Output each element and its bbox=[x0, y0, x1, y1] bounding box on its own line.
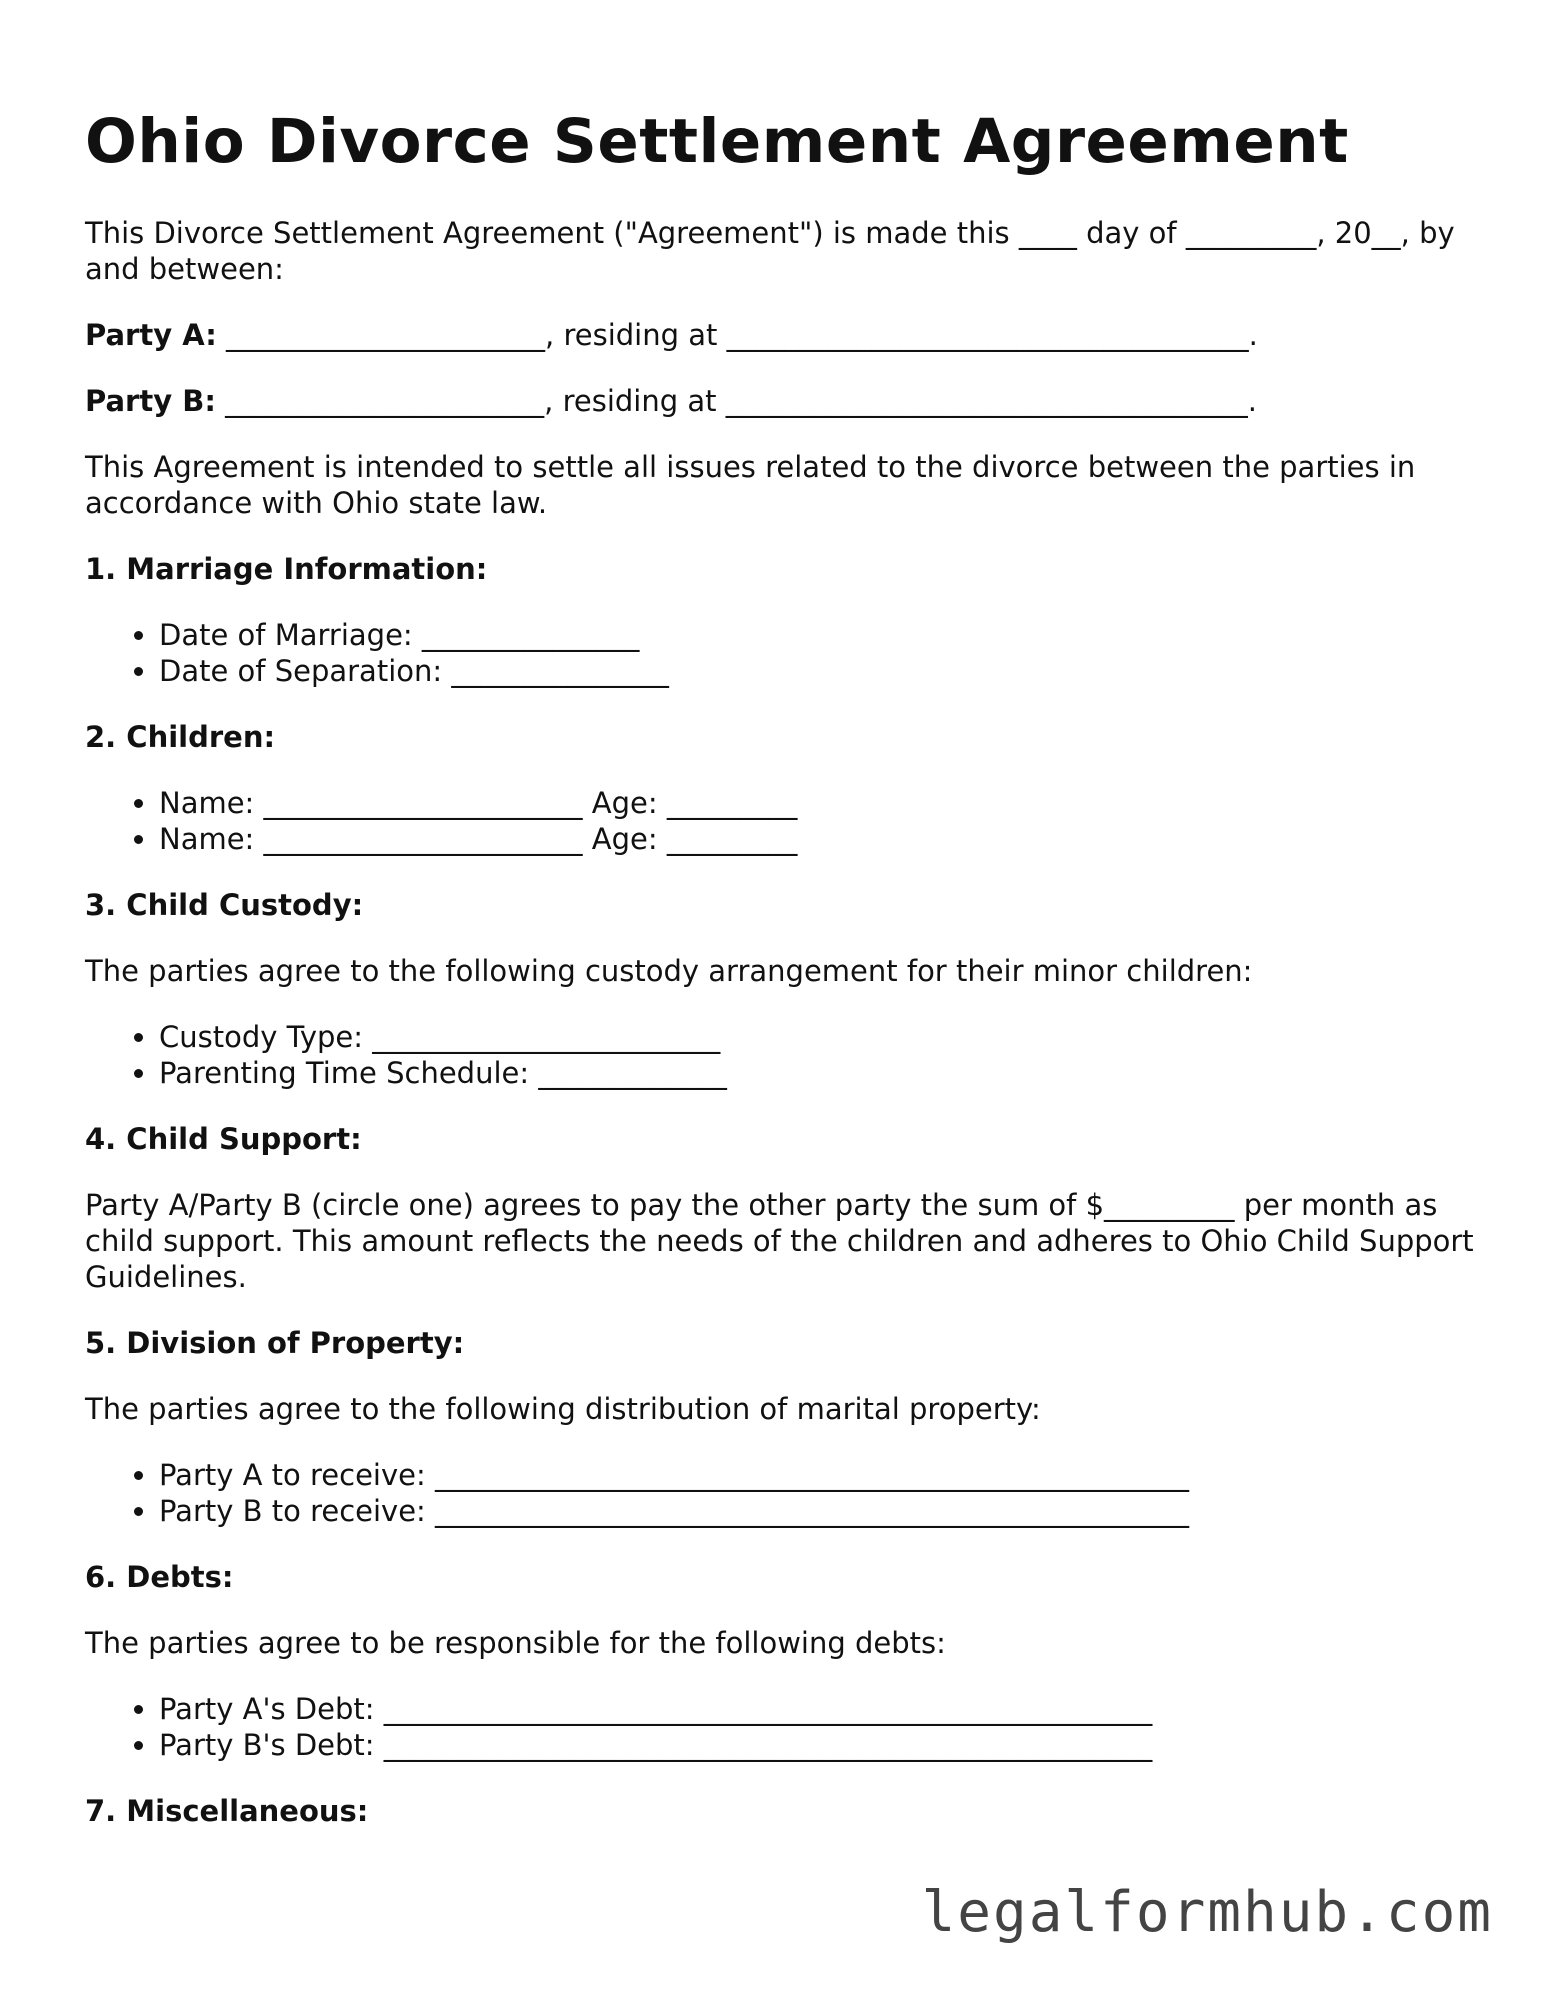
section-property-heading: 5. Division of Property: bbox=[85, 1326, 465, 1361]
section-misc-heading: 7. Miscellaneous: bbox=[85, 1794, 369, 1829]
list-item: • Parenting Time Schedule: _____________ bbox=[159, 1055, 1475, 1091]
list-item: • Party B to receive: ____________________________________________________ bbox=[159, 1493, 1475, 1529]
list-item: • Party A's Debt: _____________________________________________________ bbox=[159, 1691, 1475, 1727]
section-support-heading: 4. Child Support: bbox=[85, 1122, 362, 1157]
custody-paragraph: The parties agree to the following custody arrangement for their minor children: bbox=[85, 954, 1253, 989]
debts-paragraph: The parties agree to be responsible for the following debts: bbox=[85, 1626, 946, 1661]
intro-paragraph: This Divorce Settlement Agreement ("Agreement") is made this ____ day of _________, 20__, by and between: bbox=[85, 216, 1455, 287]
section-debts-heading: 6. Debts: bbox=[85, 1560, 234, 1595]
children-list bbox=[85, 785, 1475, 857]
list-item: • Name: ______________________ Age: _________ bbox=[159, 785, 1475, 821]
support-paragraph: Party A/Party B (circle one) agrees to pay the other party the sum of $_________ per month as child support. This amount reflects the needs of the children and adheres to Ohio Child Support Guidelines. bbox=[85, 1188, 1474, 1295]
list-item: • Party B's Debt: _____________________________________________________ bbox=[159, 1727, 1475, 1763]
section-custody-heading: 3. Child Custody: bbox=[85, 888, 364, 923]
document-page bbox=[85, 108, 1475, 1859]
section-children-heading: 2. Children: bbox=[85, 720, 276, 755]
marriage-list bbox=[85, 617, 1475, 689]
section-marriage-heading: 1. Marriage Information: bbox=[85, 552, 488, 587]
list-item: • Date of Marriage: _______________ bbox=[159, 617, 1475, 653]
party-a-text: ______________________, residing at ____________________________________. bbox=[216, 318, 1258, 353]
list-item: • Date of Separation: _______________ bbox=[159, 653, 1475, 689]
party-b-text: ______________________, residing at ____________________________________. bbox=[215, 384, 1257, 419]
list-item: • Party A to receive: ____________________________________________________ bbox=[159, 1457, 1475, 1493]
document-title: Ohio Divorce Settlement Agreement bbox=[85, 106, 1349, 177]
purpose-paragraph: This Agreement is intended to settle all issues related to the divorce between the parties in accordance with Ohio state law. bbox=[85, 450, 1416, 521]
party-a-line bbox=[85, 317, 1475, 353]
custody-list bbox=[85, 1019, 1475, 1091]
list-item: • Name: ______________________ Age: _________ bbox=[159, 821, 1475, 857]
list-item: • Custody Type: ________________________ bbox=[159, 1019, 1475, 1055]
party-b-label: Party B: bbox=[85, 384, 216, 419]
watermark: legalformhub.com bbox=[921, 1880, 1493, 1945]
property-paragraph: The parties agree to the following distribution of marital property: bbox=[85, 1392, 1041, 1427]
party-a-label: Party A: bbox=[85, 318, 217, 353]
party-b-line bbox=[85, 383, 1475, 419]
property-list bbox=[85, 1457, 1475, 1529]
debts-list bbox=[85, 1691, 1475, 1763]
